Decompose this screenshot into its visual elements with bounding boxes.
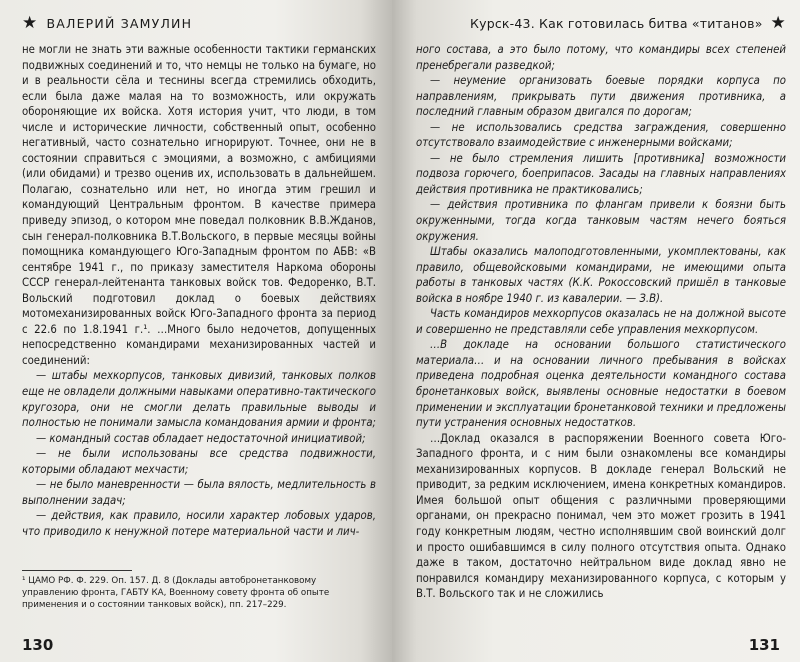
paragraph: …Доклад оказался в распоряжении Военного совета Юго-Западного фронта, и с ним были ознакомлены все командиры механизированных корпусов. В докладе генерал Вольский не приводит, за редким исключением, имена конкретных командиров. Имея большой опыт общения с различными проверяющими органами, он прекрасно понимал, чем это может грозить в 1941 году конкретным людям, честно исполнявшим свой воинский долг и просто ошибавшимся в силу полного отсутствия опыта. Однако даже в таком, достаточно нейтральном виде доклад явно не понравился командиру механизированного корпуса, с которым у В.Т. Вольского так и не сложились [416, 431, 786, 601]
paragraph: не могли не знать эти важные особенности тактики германских подвижных соединений и то, что немцы не только на бумаге, но и в реальности сёла и теснины всегда стремились обходить, если была даже малая на то возможность, или окружать обороняющие их войска. Хотя история учит, что люди, в том числе и исторические личности, собственный опыт, особенно негативный, часто сознательно игнорируют. Точнее, они не в состоянии справиться с эмоциями, а возможно, с амбициями (или обидами) и трезво оценив их, использовать в дальнейшем. Полагаю, сознательно или нет, но иногда этим грешил и командующий Центральным фронтом. В качестве примера приведу эпизод, о котором мне поведал полковник В.В.Жданов, сын генерал-полковника В.Т.Вольского, в первые месяцы войны помощника командующего Юго-Западным фронтом по АБВ: «В сентябре 1941 г., по приказу заместителя Наркома обороны СССР генерал-лейтенанта танковых войск тов. Федоренко, В.Т. Вольский подготовил доклад о боевых действиях мотомеханизированных войск Юго-Западного фронта за период с 22.6 по 1.8.1941 г.¹. …Много было недочетов, допущенных непосредственно командирами механизированных частей и соединений: [22, 43, 376, 367]
book-title: Курск-43. Как готовилась битва «титанов» [470, 15, 763, 31]
footnote-text: ¹ ЦАМО РФ. Ф. 229. Оп. 157. Д. 8 (Доклады автобронетанковому управлению фронта, ГАБТУ КА, Военному совету фронта об опыте применения и о состоянии танковых войск), пп. 217–229. [22, 576, 330, 610]
paragraph: — не было стремления лишить [противника] возможности подвоза горючего, боеприпасов. Засады на главных направлениях действия противника не практиковались; [416, 151, 786, 196]
paragraph: …В докладе на основании большого статистического материала… и на основании личного пребывания в войсках приведена подробная оценка деятельности командного состава бронетанковых войск, выявлены основные недостатки в боевом применении и эксплуатации бронетанковой техники и предложены пути устранения основных недостатков. [416, 338, 786, 430]
left-page [0, 0, 392, 662]
paragraph: — не использовались средства заграждения, совершенно отсутствовало взаимодействие с инженерными войсками; [416, 120, 786, 150]
paragraph: — штабы мехкорпусов, танковых дивизий, танковых полков еще не овладели должными навыками оперативно-тактического кругозора, они не смогли делать правильные выводы и полностью не понимали замысла командования армии и фронта; [22, 369, 376, 430]
paragraph: — не было маневренности — была вялость, медлительность в выполнении задач; [22, 478, 376, 507]
right-page-body [416, 42, 786, 602]
page-number-left: 130 [22, 636, 54, 654]
paragraph: ного состава, а это было потому, что командиры всех степеней пренебрегали разведкой; [416, 43, 786, 72]
paragraph: Часть командиров мехкорпусов оказалась не на должной высоте и совершенно не представляли себе управления мехкорпусом. [416, 307, 786, 336]
star-icon: ★ [770, 12, 786, 33]
paragraph: — действия противника по флангам привели к боязни быть окруженными, тогда когда танковым частям нечего бояться окружения. [416, 198, 786, 243]
paragraph: — не были использованы все средства подвижности, которыми обладают мехчасти; [22, 447, 376, 476]
right-page [392, 0, 800, 662]
author-name: ВАЛЕРИЙ ЗАМУЛИН [46, 15, 193, 31]
left-page-body [22, 42, 376, 540]
paragraph: — действия, как правило, носили характер лобовых ударов, что приводило к ненужной потере материальной части и лич- [22, 509, 376, 538]
running-header-right [416, 12, 786, 34]
paragraph: Штабы оказались малоподготовленными, укомплектованы, как правило, общевойсковыми командирами, не имеющими опыта работы в танковых частях (К.К. Рокоссовский пришёл в танковые войска в ноябре 1940 г. из кавалерии. — З.В). [416, 245, 786, 305]
paragraph: — неумение организовать боевые порядки корпуса по направлениям, прикрывать пути движения противника, а последний главным образом двигался по дорогам; [416, 74, 786, 119]
paragraph: — командный состав обладает недостаточной инициативой; [36, 431, 366, 445]
page-number-right: 131 [748, 636, 780, 654]
star-icon: ★ [22, 12, 39, 33]
footnote [22, 570, 374, 611]
footnote-rule [22, 570, 132, 571]
running-header-left [22, 12, 376, 34]
